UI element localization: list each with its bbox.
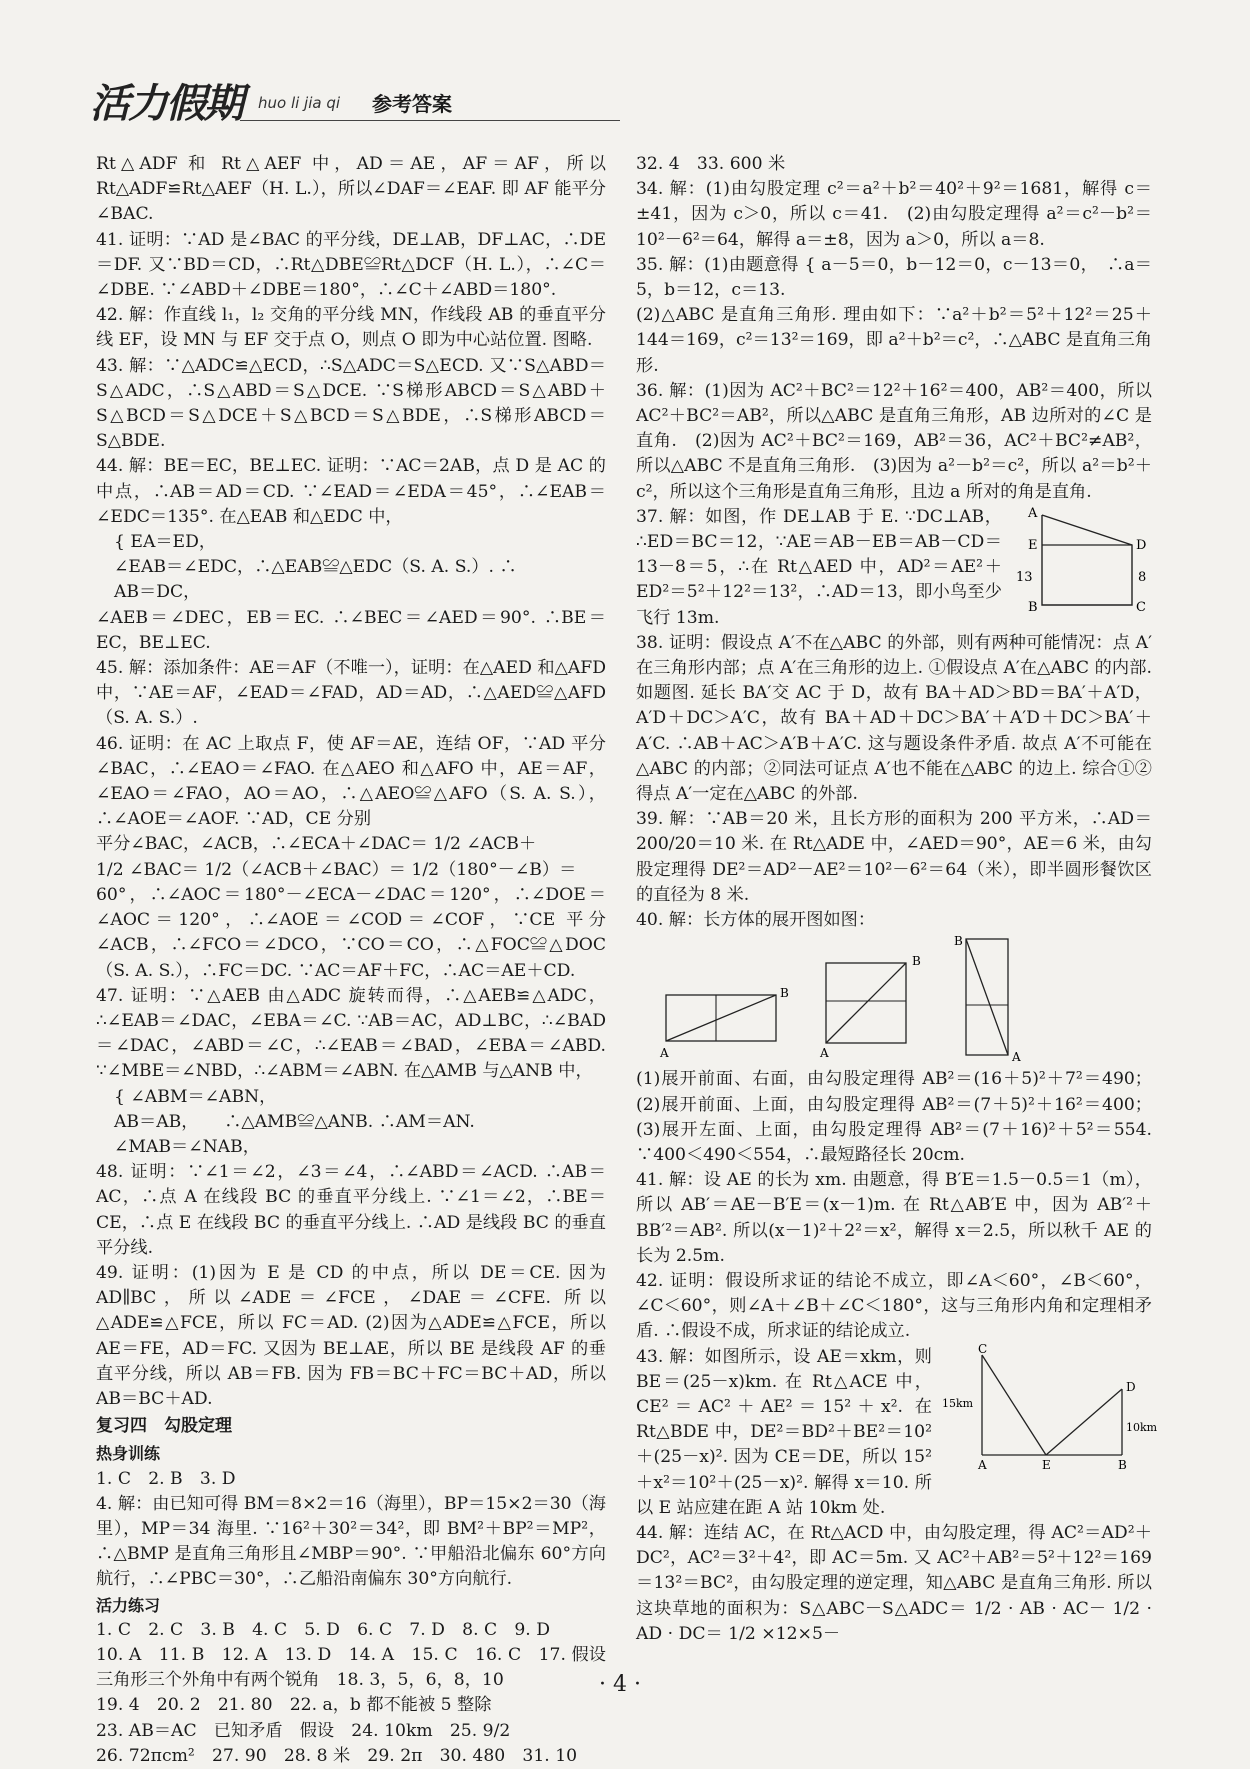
fig37-label-c: C xyxy=(1136,599,1146,615)
answer-40: 40. 解：长方体的展开图如图： xyxy=(636,910,876,931)
fig43-label-c: C xyxy=(978,1341,988,1356)
fig40-label-a1: A xyxy=(660,1046,669,1061)
answer-40-cont: Rt△ADF 和 Rt△AEF 中，AD＝AE，AF＝AF，所以 Rt△ADF≌Rt△AEF（H. L.），所以∠DAF＝∠EAF. 即 AF 能平分∠BAC. xyxy=(96,154,606,225)
answer-41: 41. 解：设 AE 的长为 xm. 由题意，得 B′E＝1.5－0.5＝1（m），所以 AB′＝AE－B′E＝(x－1)m. 在 Rt△AB′E 中，因为 AB′²＋BB′²＝AB². 所以(x－1)²＋2²＝x²，解得 x＝2.5，所以秋千 AE 的长为 2.5m. xyxy=(636,1170,1152,1266)
answer-41: 41. 证明：∵AD 是∠BAC 的平分线，DE⊥AB，DF⊥AC，∴DE＝DF. 又∵BD＝CD，∴Rt△DBE≌Rt△DCF（H. L.），∴∠C＝∠DBE. ∵∠ABD＋∠DBE＝180°，∴∠C＋∠ABD＝180°. xyxy=(96,229,606,301)
section-title: 复习四 勾股定理 xyxy=(96,1416,232,1437)
brand-pinyin: huo li jia qi xyxy=(258,94,341,112)
answer-46-end: 60°，∴∠AOC＝180°－∠ECA－∠DAC＝120°，∴∠DOE＝∠AOC＝120°，∴∠AOE＝∠COD＝∠COF，∵CE 平分∠ACB，∴∠FCO＝∠DCO，∵CO＝CO，∴△FOC≌△DOC（S. A. S.），∴FC＝DC. ∵AC＝AF＋FC，∴AC＝AE＋CD. xyxy=(96,884,606,981)
fig37-label-8: 8 xyxy=(1138,569,1147,585)
header-divider xyxy=(240,120,620,121)
answer-46-line: 平分∠BAC，∠ACB，∴∠ECA＋∠DAC＝ 1/2 ∠ACB＋ xyxy=(96,834,537,855)
warmup-answer-4: 4. 解：由已知可得 BM＝8×2＝16（海里），BP＝15×2＝30（海里），MP＝34 海里. ∵16²＋30²＝34²，即 BM²＋BP²＝MP²，∴△BMP 是直角三角形且∠MBP＝90°. ∵甲船沿北偏东 60°方向航行，∴∠PBC＝30°，∴乙船沿南偏东 30°方向航行. xyxy=(96,1493,606,1590)
header-title: 参考答案 xyxy=(372,92,452,116)
fig37-trapezoid xyxy=(1042,515,1132,605)
practice-line: 26. 72πcm² 27. 90 28. 8 米 29. 2π 30. 480 31. 10 xyxy=(96,1745,578,1766)
right-column xyxy=(636,152,1158,1647)
brand-logo: 活力假期 xyxy=(90,81,242,127)
answer-37-block xyxy=(636,505,1152,631)
answer-46: 46. 证明：在 AC 上取点 F，使 AF＝AE，连结 OF，∵AD 平分∠BAC，∴∠EAO＝∠FAO. 在△AEO 和△AFO 中，AE＝AF，∠EAO＝∠FAO，AO＝AO，∴△AEO≌△AFO（S. A. S.），∴∠AOE＝∠AOF. ∵AD，CE 分别 xyxy=(96,733,606,830)
fig40-path-2 xyxy=(826,963,906,1043)
answer-43: 43. 解：如图所示，设 AE＝xkm，则 BE＝(25－x)km. 在 Rt△ACE 中，CE²＝AC²＋AE²＝15²＋x². 在 Rt△BDE 中，DE²＝BD²＋BE²＝10²＋(25－x)². 因为 CE＝DE，所以 15²＋x²＝10²＋(25－x)². 解得 x＝10. 所以 E 站应建在距 A 站 10km 处. xyxy=(636,1346,932,1518)
answer-34: 34. 解：(1)由勾股定理 c²＝a²＋b²＝40²＋9²＝1681，解得 c＝±41，因为 c＞0，所以 c＝41. (2)由勾股定理得 a²＝c²－b²＝10²－6²＝64，解得 a＝±8，因为 a＞0，所以 a＝8. xyxy=(636,179,1152,250)
figure-40 xyxy=(636,935,1146,1065)
practice-line: 1. C 2. C 3. B 4. C 5. D 6. C 7. D 8. C 9. D xyxy=(96,1619,550,1640)
answer-44: 44. 解：BE＝EC，BE⊥EC. 证明：∵AC＝2AB，点 D 是 AC 的中点，∴AB＝AD＝CD. ∵∠EAD＝∠EDA＝45°，∴∠EAB＝∠EDC＝135°. 在△EAB 和△EDC 中， xyxy=(96,456,606,527)
practice-label: 活力练习 xyxy=(96,1595,161,1615)
brace-line: { ∠ABM＝∠ABN， xyxy=(114,1086,277,1107)
answer-44: 44. 解：连结 AC，在 Rt△ACD 中，由勾股定理，得 AC²＝AD²＋DC²，AC²＝3²＋4²，即 AC＝5m. 又 AC²＋AB²＝5²＋12²＝169＝13²＝BC²，由勾股定理的逆定理，知△ABC 是直角三角形. 所以这块草地的面积为：S△ABC－S△ADC＝ 1/2 · AB · AC－ 1/2 · AD · DC＝ 1/2 ×12×5－ xyxy=(636,1522,1152,1644)
brace-line: { EA＝ED， xyxy=(114,532,217,553)
answer-39: 39. 解：∵AB＝20 米，且长方形的面积为 200 平方米，∴AD＝200/20＝10 米. 在 Rt△ADE 中，∠AED＝90°，AE＝6 米，由勾股定理得 DE²＝AD²－AE²＝10²－6²＝64（米），即半圆形餐饮区的直径为 8 米. xyxy=(636,809,1152,905)
warmup-answers: 1. C 2. B 3. D xyxy=(96,1468,236,1489)
left-column xyxy=(96,152,606,1769)
fig43-label-10km: 10km xyxy=(1126,1420,1158,1434)
fig40-label-a3: A xyxy=(1012,1050,1021,1065)
figure-43 xyxy=(942,1341,1158,1475)
figure-37 xyxy=(1012,505,1152,615)
fig40-label-b3: B xyxy=(954,934,963,949)
answer-47: 47. 证明：∵△AEB 由△ADC 旋转而得，∴△AEB≌△ADC，∴∠EAB＝∠DAC，∠EBA＝∠C. ∵AB＝AC，AD⊥BC，∴∠BAD＝∠DAC，∠ABD＝∠C，∴∠EAB＝∠BAD，∠EBA＝∠ABD. ∵∠MBE＝∠NBD，∴∠ABM＝∠ABN. 在△AMB 与△ANB 中， xyxy=(96,985,606,1082)
fig43-label-15km: 15km xyxy=(942,1396,974,1410)
answer-42: 42. 解：作直线 l₁，l₂ 交角的平分线 MN，作线段 AB 的垂直平分线 EF，设 MN 与 EF 交于点 O，则点 O 即为中心站位置. 图略. xyxy=(96,305,606,351)
answer-46-line: 1/2 ∠BAC＝ 1/2（∠ACB＋∠BAC）＝ 1/2（180°－∠B）＝ xyxy=(96,859,577,880)
answer-43-block xyxy=(636,1341,1158,1521)
brace-line: ∠MAB＝∠NAB， xyxy=(114,1136,260,1157)
page-number: · 4 · xyxy=(599,1672,641,1697)
page-header xyxy=(90,72,1170,128)
fig43-label-b: B xyxy=(1118,1457,1127,1472)
fig40-label-b2: B xyxy=(912,954,921,969)
practice-line: 19. 4 20. 2 21. 80 22. a，b 都不能被 5 整除 xyxy=(96,1695,492,1716)
fig43-label-a: A xyxy=(978,1457,987,1472)
answer-35: 35. 解：(1)由题意得 { a－5＝0，b－12＝0，c－13＝0， ∴a＝5，b＝12，c＝13. xyxy=(636,254,1152,301)
answer-44-end: ∠AEB＝∠DEC，EB＝EC. ∴∠BEC＝∠AED＝90°. ∴BE＝EC，BE⊥EC. xyxy=(96,607,606,653)
answer-32-33: 32. 4 33. 600 米 xyxy=(636,154,786,174)
fig40-path-3 xyxy=(966,939,1008,1055)
answer-49: 49. 证明：(1)因为 E 是 CD 的中点，所以 DE＝CE. 因为 AD∥BC，所以∠ADE＝∠FCE，∠DAE＝∠CFE. 所以△ADE≌△FCE，所以 FC＝AD. (2)因为△ADE≌△FCE，所以 AE＝FE，AD＝FC. 又因为 BE⊥AE，所以 BE 是线段 AF 的垂直平分线，所以 AB＝FB. 因为 FB＝BC＋FC＝BC＋AD，所以 AB＝BC＋AD. xyxy=(96,1262,606,1409)
fig40-label-b1: B xyxy=(780,986,789,1001)
answer-36: 36. 解：(1)因为 AC²＋BC²＝12²＋16²＝400，AB²＝400，所以 AC²＋BC²＝AB²，所以△ABC 是直角三角形，AB 边所对的∠C 是直角. (2)因为 AC²＋BC²＝169，AB²＝36，AC²＋BC²≠AB²，所以△ABC 不是直角三角形. (3)因为 a²－b²＝c²，所以 a²＝b²＋c²，所以这个三角形是直角三角形，且边 a 所对的角是直角. xyxy=(636,380,1152,502)
fig43-label-e: E xyxy=(1042,1457,1051,1472)
answer-35-2: (2)△ABC 是直角三角形. 理由如下：∵a²＋b²＝5²＋12²＝25＋144＝169，c²＝13²＝169，即 a²＋b²＝c²，∴△ABC 是直角三角形. xyxy=(636,305,1152,376)
fig43-de xyxy=(1046,1389,1122,1455)
answer-38: 38. 证明：假设点 A′不在△ABC 的外部，则有两种可能情况：点 A′在三角形内部；点 A′在三角形的边上. ①假设点 A′在△ABC 的内部. 如题图. 延长 BA′交 AC 于 D，故有 BA＋AD＞BD＝BA′＋A′D，A′D＋DC＞A′C，故有 BA＋AD＋DC＞BA′＋A′D＋DC＞BA′＋A′C. ∴AB＋AC＞A′B＋A′C. 这与题设条件矛盾. 故点 A′不可能在△ABC 的内部；②同法可证点 A′也不能在△ABC 的边上. 综合①②得点 A′一定在△ABC 的外部. xyxy=(636,632,1152,805)
answer-37: 37. 解：如图，作 DE⊥AB 于 E. ∵DC⊥AB，∴ED＝BC＝12，∵AE＝AB－EB＝AB－CD＝13－8＝5，∴在 Rt△AED 中，AD²＝AE²＋ED²＝5²＋12²＝13²，∴AD＝13，即小鸟至少飞行 13m. xyxy=(636,506,1002,628)
practice-line: 23. AB＝AC 已知矛盾 假设 24. 10km 25. 9/2 xyxy=(96,1720,511,1741)
fig43-ce xyxy=(982,1355,1046,1455)
warmup-label: 热身训练 xyxy=(96,1444,161,1464)
fig40-label-a2: A xyxy=(820,1046,829,1061)
fig37-label-a: A xyxy=(1028,505,1038,521)
fig43-label-d: D xyxy=(1126,1379,1136,1394)
brace-line: AB＝DC， xyxy=(114,582,201,603)
answer-45: 45. 解：添加条件：AE＝AF（不唯一），证明：在△AED 和△AFD 中，∵AE＝AF，∠EAD＝∠FAD，AD＝AD，∴△AED≌△AFD（S. A. S.）. xyxy=(96,658,606,729)
fig37-label-13: 13 xyxy=(1016,569,1033,585)
answer-40-body: (1)展开前面、右面，由勾股定理得 AB²＝(16＋5)²＋7²＝490；(2)展开前面、上面，由勾股定理得 AB²＝(7＋5)²＋16²＝400；(3)展开左面、上面，由勾股定理得 AB²＝(7＋16)²＋5²＝554. ∵400＜490＜554，∴最短路径长 20cm. xyxy=(636,1069,1152,1165)
fig37-label-e: E xyxy=(1028,537,1038,553)
answer-48: 48. 证明：∵∠1＝∠2，∠3＝∠4，∴∠ABD＝∠ACD. ∴AB＝AC，∴点 A 在线段 BC 的垂直平分线上. ∵∠1＝∠2，∴BE＝CE，∴点 E 在线段 BC 的垂直平分线上. ∴AD 是线段 BC 的垂直平分线. xyxy=(96,1162,606,1258)
fig40-path-1 xyxy=(666,995,776,1041)
brace-line: ∠EAB＝∠EDC，∴△EAB≌△EDC（S. A. S.）. ∴ xyxy=(114,557,517,578)
answer-43: 43. 解：∵△ADC≌△ECD，∴S△ADC＝S△ECD. 又∵S△ABD＝S△ADC，∴S△ABD＝S△DCE. ∵S梯形ABCD＝S△ABD＋S△BCD＝S△DCE＋S△BCD＝S△BDE，∴S梯形ABCD＝S△BDE. xyxy=(96,355,606,452)
answer-42: 42. 证明：假设所求证的结论不成立，即∠A＜60°，∠B＜60°，∠C＜60°，则∠A＋∠B＋∠C＜180°，这与三角形内角和定理相矛盾. ∴假设不成，所求证的结论成立. xyxy=(636,1270,1152,1342)
brace-line: AB＝AB， ∴△AMB≌△ANB. ∴AM＝AN. xyxy=(114,1111,475,1132)
fig37-label-b: B xyxy=(1028,599,1038,615)
practice-line: 10. A 11. B 12. A 13. D 14. A 15. C 16. C 17. 假设三角形三个外角中有两个锐角 18. 3，5，6，8，10 xyxy=(96,1644,606,1691)
fig37-label-d: D xyxy=(1136,537,1147,553)
